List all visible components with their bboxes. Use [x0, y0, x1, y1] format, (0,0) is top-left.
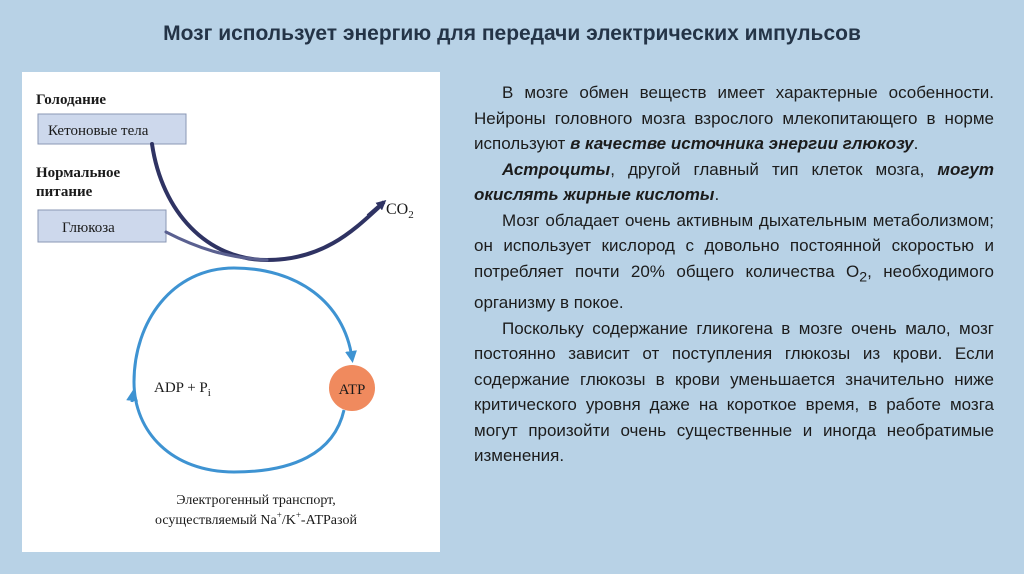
cycle-left-arc: [134, 268, 234, 472]
o2-subscript: 2: [859, 268, 868, 285]
paragraph-1: В мозге обмен веществ имеет характерные особенности. Нейроны головного мозга взрослого млекопитающего в норме используют в качестве источника энергии глюкозу.: [474, 83, 994, 153]
metabolism-diagram: [22, 72, 440, 552]
co2-label: $CO_2$: [386, 201, 414, 221]
adp-pi-label: ADP + $P_i$: [154, 380, 211, 399]
ketone-box-label: Кетоновые тела: [48, 123, 149, 139]
emphasis-astrocytes: Астроциты: [502, 159, 611, 179]
fasting-label: Голодание: [36, 92, 107, 108]
emphasis-fatty-acids: могут окислять жирные кислоты: [474, 159, 994, 204]
paragraph-2: Астроциты, другой главный тип клеток мозга, могут окислять жирные кислоты.: [474, 159, 994, 204]
text-column: [474, 80, 994, 469]
normal-nutrition-label-line1: Нормальное: [36, 165, 121, 181]
cycle-top-right-arc: [234, 268, 352, 358]
atp-label: ATP: [338, 382, 366, 398]
normal-nutrition-label-line2: питание: [36, 184, 93, 200]
slide-title: Мозг использует энергию для передачи электрических импульсов: [163, 22, 861, 45]
emphasis-glucose-source: в качестве источника энергии глюкозу: [570, 134, 914, 153]
paragraph-3: Мозг обладает очень активным дыхательным метаболизмом; он использует кислород с довольно постоянной скоростью и потребляет почти 20% общего количества $O_2$, необходимого организму в покое.: [474, 210, 994, 313]
caption-line1: Электрогенный транспорт,: [176, 493, 336, 508]
glucose-box-label: Глюкоза: [62, 220, 115, 236]
paragraph-4: Поскольку содержание гликогена в мозге очень мало, мозг постоянно зависит от поступления глюкозы из крови. Если содержание глюкозы в крови уменьшается значительно ниже критического уровня даже на короткое время, в работе мозга могут произойти очень существенные и иногда необратимые изменения.: [474, 318, 994, 466]
caption-line2: осуществляемый Na+/K+-АТРазой: [155, 510, 357, 528]
co2-arrowhead: [368, 202, 384, 216]
cycle-bottom-right-arc: [234, 410, 344, 472]
diagram-canvas: [22, 72, 440, 552]
cycle-left-arrowhead: [132, 394, 133, 402]
